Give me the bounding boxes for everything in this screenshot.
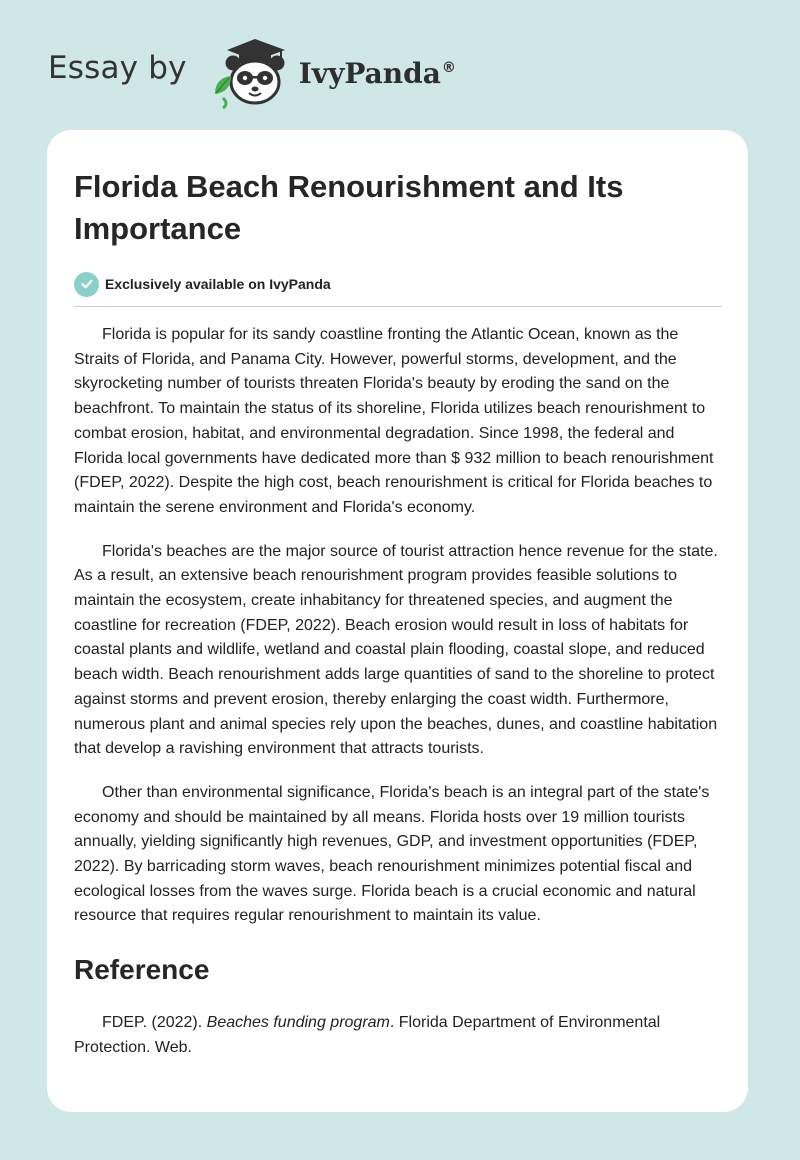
reference-heading: Reference <box>74 954 210 986</box>
essay-by-label: Essay by <box>48 50 187 86</box>
body-paragraph: Florida's beaches are the major source of tourist attraction hence revenue for the state. As a result, an extensive beach renourishment program provides feasible solutions to maintain the ecosystem, create inhabitancy for threatened species, and augment the coastline for recreation (FDEP, 2022). Beach erosion would result in loss of habitats for coastal plants and wildlife, wetland and coastal plain flooding, coastal slope, and reduced beach width. Beach renourishment adds large quantities of sand to the shoreline to protect against storms and prevent erosion, thereby enlarging the coast width. Furthermore, numerous plant and animal species rely upon the beaches, dunes, and coastline habitation that develop a ravishing environment that attracts tourists. <box>74 542 718 758</box>
page-title: Florida Beach Renourishment and Its Importance <box>74 169 624 246</box>
divider <box>74 306 722 307</box>
panda-logo-icon[interactable] <box>201 30 297 110</box>
badge-text: Exclusively available on IvyPanda <box>105 276 331 292</box>
registered-mark: ® <box>441 60 456 77</box>
essay-card <box>47 130 748 1112</box>
body-paragraph: Florida is popular for its sandy coastline fronting the Atlantic Ocean, known as the Straits of Florida, and Panama City. However, powerful storms, development, and the skyrocketing number of tourists threaten Florida's beauty by eroding the sand on the beachfront. To maintain the status of its shoreline, Florida utilizes beach renourishment to combat erosion, habitat, and environmental degradation. Since 1998, the federal and Florida local governments have dedicated more than $ 932 million to beach renourishment (FDEP, 2022). Despite the high cost, beach renourishment is critical for Florida beaches to maintain the serene environment and Florida's economy. <box>74 326 714 516</box>
brand-name[interactable]: IvyPanda® <box>298 56 456 90</box>
exclusive-badge <box>74 270 722 298</box>
body-paragraph: Other than environmental significance, Florida's beach is an integral part of the state's economy and should be maintained by all means. Florida hosts over 19 million tourists annually, yielding significantly high revenues, GDP, and investment opportunities (FDEP, 2022). By barricading storm waves, beach renourishment minimizes potential fiscal and ecological losses from the waves surge. Florida beach is a crucial economic and natural resource that requires regular renourishment to maintain its value. <box>74 783 710 925</box>
check-icon <box>74 272 99 297</box>
reference-title: Beaches funding program <box>206 1014 390 1032</box>
reference-entry: FDEP. (2022). Beaches funding program. Florida Department of Environmental Protection. Web. <box>74 1014 661 1056</box>
site-header <box>48 30 508 110</box>
